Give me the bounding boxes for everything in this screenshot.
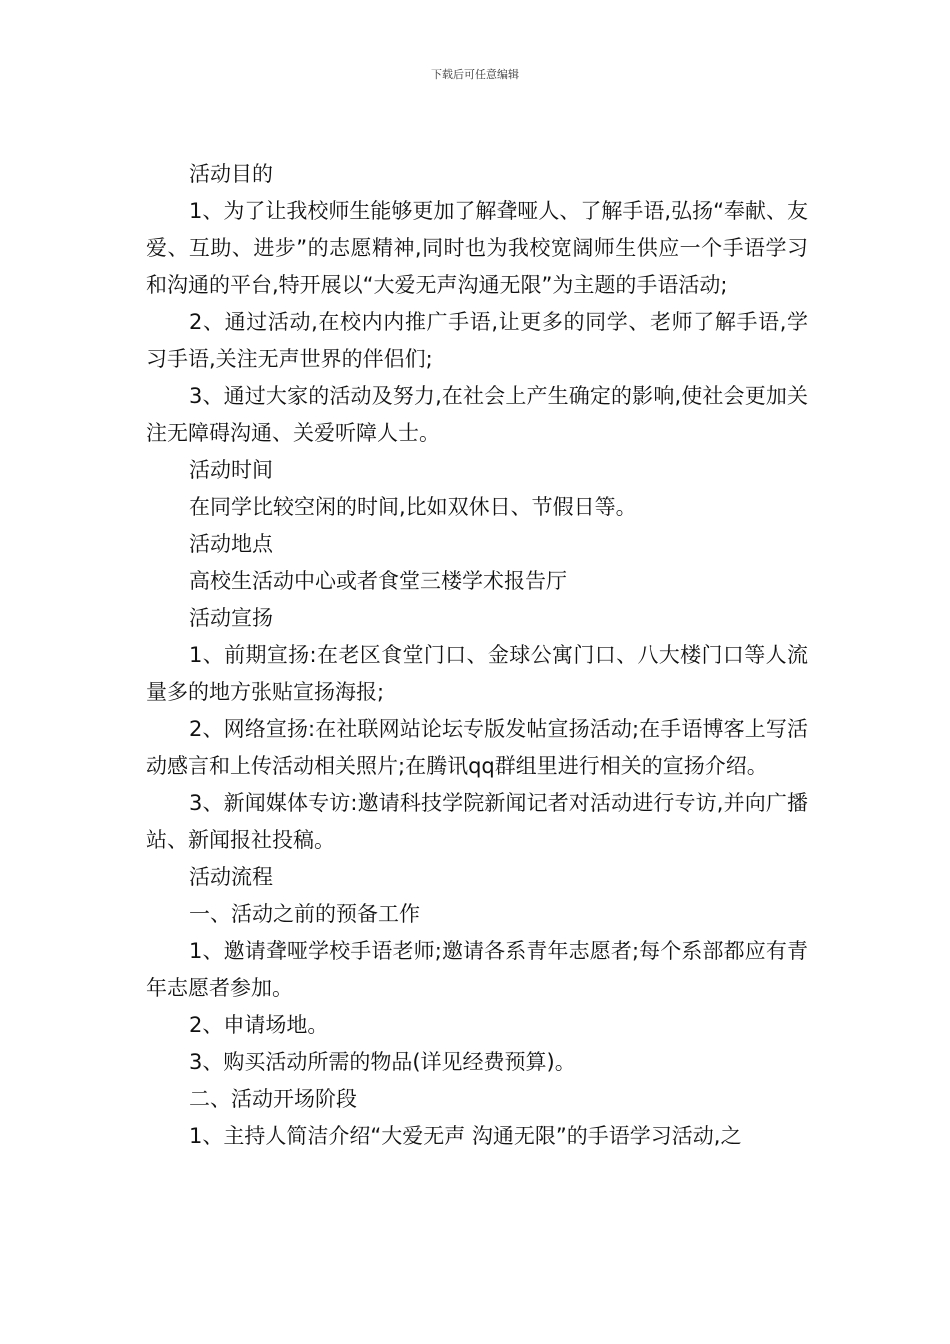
section-heading-purpose: 活动目的 [189,162,273,186]
paragraph: 1、邀请聋哑学校手语老师;邀请各系青年志愿者;每个系部都应有青年志愿者参加。 [146,939,808,1000]
paragraph: 2、通过活动,在校内内推广手语,让更多的同学、老师了解手语,学习手语,关注无声世界的伴侣们; [146,310,808,371]
section-heading-location: 活动地点 [189,532,273,556]
paragraph: 3、新闻媒体专访:邀请科技学院新闻记者对活动进行专访,并向广播站、新闻报社投稿。 [146,791,808,852]
subsection-heading: 一、活动之前的预备工作 [189,902,420,926]
section-heading-time: 活动时间 [189,458,273,482]
paragraph: 3、通过大家的活动及努力,在社会上产生确定的影响,使社会更加关注无障碍沟通、关爱听障人士。 [146,384,808,445]
paragraph: 在同学比较空闲的时间,比如双休日、节假日等。 [189,495,637,519]
paragraph: 1、主持人简洁介绍“大爱无声 沟通无限”的手语学习活动,之 [189,1124,742,1148]
paragraph: 2、网络宣扬:在社联网站论坛专版发帖宣扬活动;在手语博客上写活动感言和上传活动相关照片;在腾讯qq群组里进行相关的宣扬介绍。 [146,717,808,778]
paragraph: 1、前期宣扬:在老区食堂门口、金球公寓门口、八大楼门口等人流量多的地方张贴宣扬海报; [146,643,808,704]
subsection-heading: 二、活动开场阶段 [189,1087,357,1111]
paragraph: 1、为了让我校师生能够更加了解聋哑人、了解手语,弘扬“奉献、友爱、互助、进步”的志愿精神,同时也为我校宽阔师生供应一个手语学习和沟通的平台,特开展以“大爱无声沟通无限”为主题的手语活动; [146,199,808,297]
section-heading-publicity: 活动宣扬 [189,606,273,630]
paragraph: 3、购买活动所需的物品(详见经费预算)。 [189,1050,576,1074]
paragraph: 2、申请场地。 [189,1013,329,1037]
page-header: 下载后可任意编辑 [431,68,519,81]
document-body [146,156,808,1155]
section-heading-process: 活动流程 [189,865,273,889]
paragraph: 高校生活动中心或者食堂三楼学术报告厅 [189,569,567,593]
